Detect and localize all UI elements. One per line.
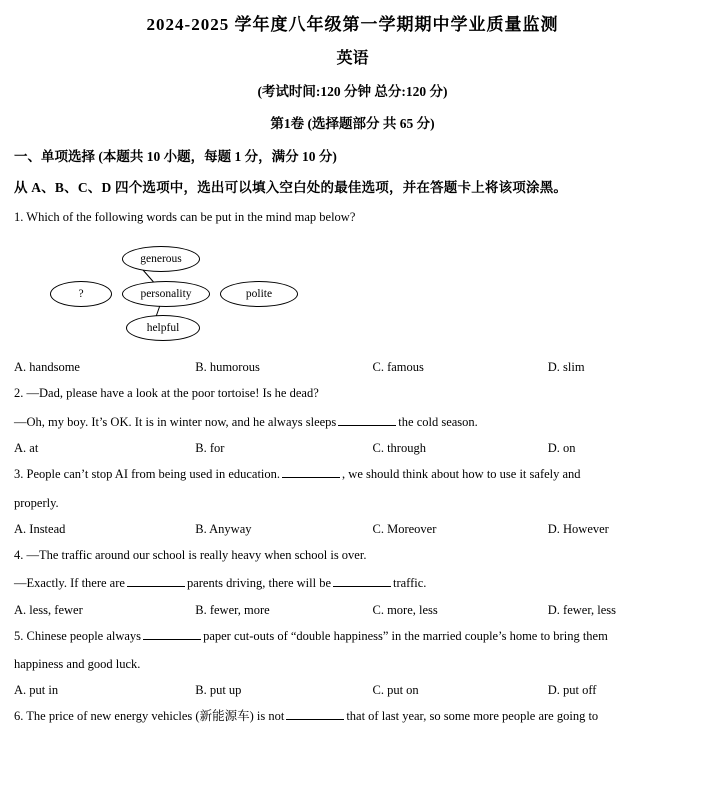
option-c[interactable]: C. famous (372, 360, 424, 375)
page-title: 2024-2025 学年度八年级第一学期期中学业质量监测 (146, 15, 559, 34)
mind-map-node-center: personality (122, 281, 210, 307)
answer-blank (143, 627, 201, 640)
question-4-stem: 4. —The traffic around our school is really heavy when school is over. (14, 547, 367, 562)
question-4-line2 (14, 574, 691, 593)
option-d[interactable]: D. on (547, 441, 576, 456)
question-5-stem-before: 5. Chinese people always (14, 628, 142, 643)
option-b[interactable]: B. put up (195, 683, 242, 698)
option-a[interactable]: A. handsome (14, 360, 80, 375)
mind-map-node-right: polite (220, 281, 298, 307)
option-a[interactable]: A. Instead (14, 521, 66, 536)
answer-blank (333, 574, 391, 587)
question-4-line2-c: traffic. (393, 576, 427, 591)
mind-map-node-bottom: helpful (126, 315, 200, 341)
question-2-line2 (14, 413, 691, 432)
option-b[interactable]: B. for (195, 441, 225, 456)
subject-title: 英语 (336, 50, 369, 67)
question-2-line2-before: —Oh, my boy. It’s OK. It is in winter now, and he always sleeps (14, 414, 337, 429)
question-2-line2-after: the cold season. (398, 414, 478, 429)
question-3-line2: properly. (14, 495, 59, 510)
question-6-stem-after: that of last year, so some more people are going to (346, 709, 599, 724)
question-6-stem-before: 6. The price of new energy vehicles (新能源车) is not (14, 709, 285, 724)
answer-blank (282, 465, 340, 478)
question-4-options (14, 603, 691, 618)
section-instruction: 从 A、B、C、D 四个选项中，选出可以填入空白处的最佳选项，并在答题卡上将该项涂黑。 (14, 180, 568, 195)
question-2-options (14, 441, 691, 456)
option-a[interactable]: A. less, fewer (14, 602, 83, 617)
question-5-options (14, 683, 691, 698)
question-3-stem-after: , we should think about how to use it safely and (342, 467, 581, 482)
section-heading: 一、单项选择 (本题共 10 小题，每题 1 分，满分 10 分) (14, 149, 337, 164)
question-4-line2-b: parents driving, there will be (186, 576, 331, 591)
answer-blank (286, 708, 344, 721)
option-a[interactable]: A. at (14, 441, 39, 456)
option-d[interactable]: D. However (547, 521, 609, 536)
question-3-stem-before: 3. People can’t stop AI from being used in education. (14, 467, 281, 482)
option-c[interactable]: C. more, less (372, 602, 438, 617)
mind-map-node-top: generous (122, 246, 200, 272)
question-5-stem-after: paper cut-outs of “double happiness” in the married couple’s home to bring them (203, 628, 608, 643)
question-2-stem: 2. —Dad, please have a look at the poor tortoise! Is he dead? (14, 386, 319, 401)
mind-map-node-left: ? (50, 281, 112, 307)
exam-info: (考试时间:120 分钟 总分:120 分) (257, 84, 448, 99)
option-a[interactable]: A. put in (14, 683, 59, 698)
option-b[interactable]: B. humorous (195, 360, 260, 375)
question-5-line2: happiness and good luck. (14, 657, 141, 671)
option-d[interactable]: D. put off (547, 683, 597, 698)
question-1-options (14, 360, 691, 375)
option-d[interactable]: D. slim (547, 360, 585, 375)
option-c[interactable]: C. Moreover (372, 521, 437, 536)
option-c[interactable]: C. through (372, 441, 426, 456)
answer-blank (338, 413, 396, 426)
question-5-stem (14, 627, 691, 646)
question-3-stem (14, 465, 691, 484)
question-6-stem (14, 707, 691, 726)
answer-blank (127, 574, 185, 587)
option-b[interactable]: B. Anyway (195, 521, 252, 536)
option-b[interactable]: B. fewer, more (195, 602, 270, 617)
question-4-line2-a: —Exactly. If there are (14, 576, 125, 591)
question-3-options (14, 522, 691, 537)
option-c[interactable]: C. put on (372, 683, 419, 698)
mind-map-diagram (14, 236, 691, 354)
option-d[interactable]: D. fewer, less (547, 602, 616, 617)
question-1-stem: 1. Which of the following words can be put in the mind map below? (14, 210, 356, 224)
part-header: 第1卷 (选择题部分 共 65 分) (270, 116, 435, 131)
